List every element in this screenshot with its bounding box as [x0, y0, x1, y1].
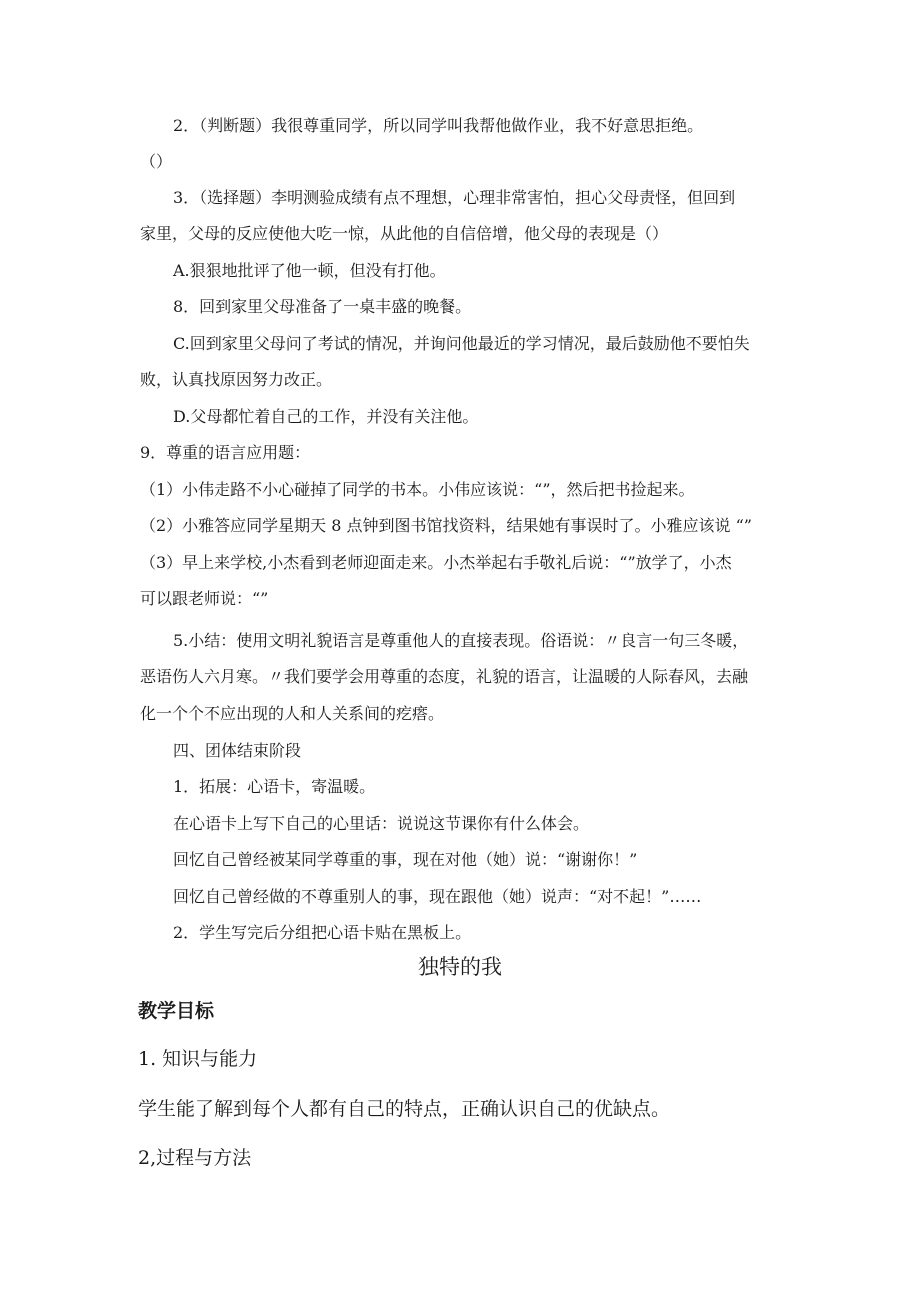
objective-2-heading: 2,过程与方法: [138, 1147, 252, 1169]
q2-line2: （）: [140, 152, 173, 171]
q3-line1: 3．（选择题）李明测验成绩有点不理想，心理非常害怕，担心父母责怪，但回到: [173, 188, 736, 207]
extension-1-a: 在心语卡上写下自己的心里话：说说这节课你有什么体会。: [173, 814, 590, 833]
option-b: 8．回到家里父母准备了一桌丰盛的晚餐。: [173, 297, 472, 316]
option-c-line2: 败，认真找原因努力改正。: [140, 370, 333, 389]
summary-line3: 化一个个不应出现的人和人关系间的疙瘩。: [140, 704, 445, 723]
extension-2: 2．学生写完后分组把心语卡贴在黑板上。: [173, 923, 472, 942]
q9-heading: 9．尊重的语言应用题：: [140, 443, 311, 462]
q9-item3-line2: 可以跟老师说：“”: [140, 589, 269, 608]
objective-1-heading: 1. 知识与能力: [138, 1048, 258, 1070]
option-a: A.狠狠地批评了他一顿，但没有打他。: [173, 261, 446, 280]
objectives-heading: 教学目标: [138, 1000, 215, 1022]
q9-item1: （1）小伟走路不小心碰掉了同学的书本。小伟应该说：“”，然后把书捡起来。: [140, 480, 695, 499]
summary-line2: 恶语伤人六月寒。〃我们要学会用尊重的态度，礼貌的语言，让温暖的人际春风，去融: [140, 667, 749, 686]
extension-1-b: 回忆自己曾经被某同学尊重的事，现在对他（她）说：“谢谢你！”: [173, 850, 638, 869]
q3-line2: 家里，父母的反应使他大吃一惊，从此他的自信倍增，他父母的表现是（）: [140, 224, 669, 243]
q9-item3-line1: （3）早上来学校,小杰看到老师迎面走来。小杰举起右手敬礼后说：“”放学了，小杰: [140, 553, 732, 572]
option-c-line1: C.回到家里父母问了考试的情况，并询问他最近的学习情况，最后鼓励他不要怕失: [173, 334, 750, 353]
q9-item2: （2）小雅答应同学星期天 8 点钟到图书馆找资料，结果她有事误时了。小雅应该说 “”: [140, 516, 752, 535]
q2-line1: 2．（判断题）我很尊重同学，所以同学叫我帮他做作业，我不好意思拒绝。: [173, 116, 704, 135]
summary-line1: 5.小结：使用文明礼貌语言是尊重他人的直接表现。俗语说：〃良言一句三冬暖，: [173, 631, 749, 650]
objective-1-text: 学生能了解到每个人都有自己的特点，正确认识自己的优缺点。: [138, 1098, 671, 1120]
extension-1-c: 回忆自己曾经做的不尊重别人的事，现在跟他（她）说声：“对不起！”……: [173, 887, 702, 906]
stage4-heading: 四、团体结束阶段: [173, 741, 302, 760]
lesson-title: 独特的我: [418, 955, 502, 979]
extension-1: 1．拓展：心语卡，寄温暖。: [173, 777, 376, 796]
option-d: D.父母都忙着自己的工作，并没有关注他。: [173, 407, 479, 426]
